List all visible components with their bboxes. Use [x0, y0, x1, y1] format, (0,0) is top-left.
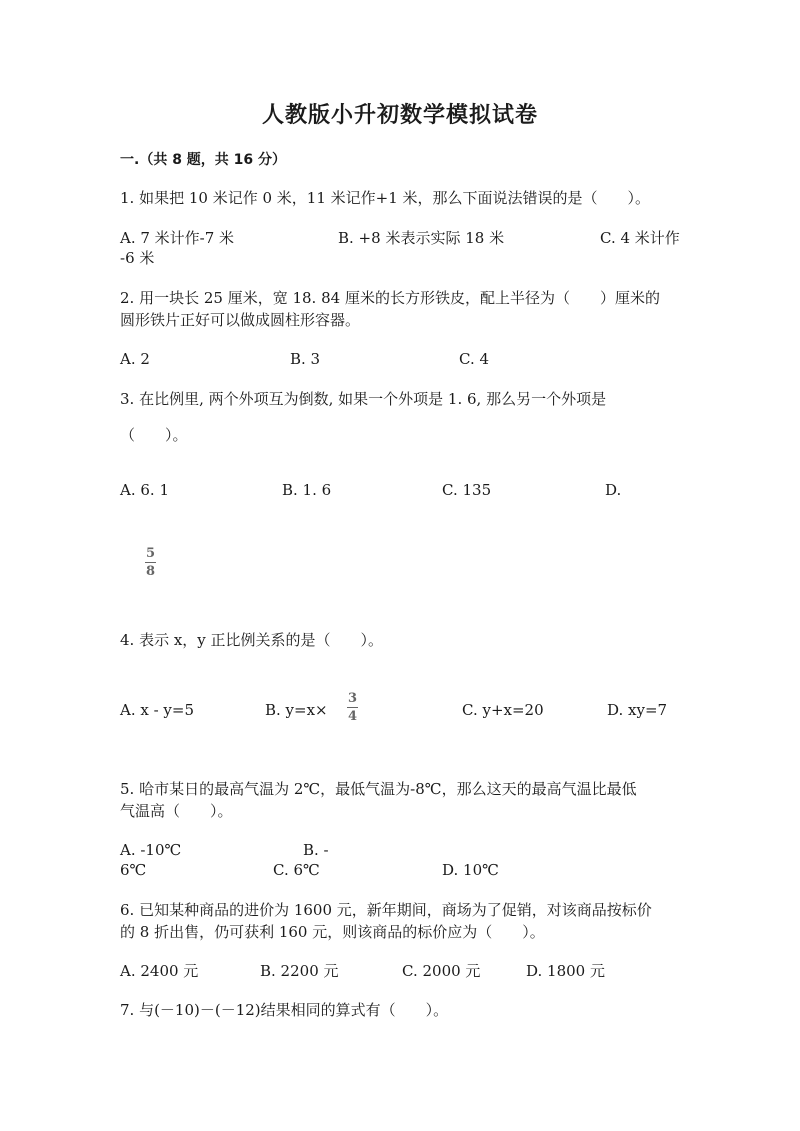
question-3-option-d-fraction	[145, 547, 156, 579]
question-3-stem-line1: 3. 在比例里, 两个外项互为倒数, 如果一个外项是 1. 6, 那么另一个外项是	[120, 390, 607, 408]
question-2-stem-line1: 2. 用一块长 25 厘米，宽 18. 84 厘米的长方形铁皮，配上半径为（ ）厘米的	[120, 289, 660, 307]
question-5-stem-line2: 气温高（ ）。	[120, 802, 233, 820]
fraction-bar	[145, 562, 156, 563]
fraction-numerator: 5	[145, 546, 156, 561]
question-3-option-a: A. 6. 1	[120, 481, 169, 499]
question-5-option-d: D. 10℃	[442, 861, 499, 879]
question-5-option-b-cont: 6℃	[120, 861, 147, 879]
question-1-option-c-cont: -6 米	[120, 249, 155, 267]
question-1-option-c: C. 4 米计作	[600, 229, 680, 247]
section-heading: 一.（共 8 题，共 16 分）	[120, 152, 287, 168]
question-5-option-b: B. -	[303, 841, 329, 859]
question-6-option-c: C. 2000 元	[402, 962, 481, 980]
fraction-numerator: 3	[347, 691, 358, 706]
question-6-option-d: D. 1800 元	[526, 962, 605, 980]
question-4-stem: 4. 表示 x，y 正比例关系的是（ ）。	[120, 631, 384, 649]
question-6-option-b: B. 2200 元	[260, 962, 339, 980]
question-3-option-d: D.	[605, 481, 622, 499]
question-5-option-c: C. 6℃	[273, 861, 320, 879]
fraction-denominator: 4	[347, 709, 358, 724]
page-title: 人教版小升初数学模拟试卷	[261, 102, 538, 128]
question-2-stem-line2: 圆形铁片正好可以做成圆柱形容器。	[120, 311, 361, 329]
question-5-stem-line1: 5. 哈市某日的最高气温为 2℃，最低气温为-8℃，那么这天的最高气温比最低	[120, 780, 637, 798]
question-6-option-a: A. 2400 元	[120, 962, 199, 980]
question-3-option-b: B. 1. 6	[282, 481, 332, 499]
question-3-option-c: C. 135	[442, 481, 492, 499]
question-2-option-a: A. 2	[120, 350, 150, 368]
fraction-denominator: 8	[145, 564, 156, 579]
question-6-stem-line1: 6. 已知某种商品的进价为 1600 元，新年期间，商场为了促销，对该商品按标价	[120, 901, 652, 919]
question-5-option-a: A. -10℃	[120, 841, 182, 859]
question-1-option-a: A. 7 米计作-7 米	[120, 229, 235, 247]
question-1-stem: 1. 如果把 10 米记作 0 米，11 米记作+1 米，那么下面说法错误的是（ ）。	[120, 189, 651, 207]
question-2-option-b: B. 3	[290, 350, 321, 368]
fraction-bar	[347, 707, 358, 708]
question-4-option-b: B. y=x×	[265, 701, 328, 719]
question-4-option-a: A. x - y=5	[120, 701, 195, 719]
question-6-stem-line2: 的 8 折出售，仍可获利 160 元，则该商品的标价应为（ ）。	[120, 923, 545, 941]
question-4-option-d: D. xy=7	[607, 701, 668, 719]
question-2-option-c: C. 4	[459, 350, 490, 368]
question-3-stem-line2: （ ）。	[120, 426, 188, 444]
question-4-option-b-fraction	[347, 692, 358, 724]
question-4-option-c: C. y+x=20	[462, 701, 544, 719]
question-1-option-b: B. +8 米表示实际 18 米	[338, 229, 505, 247]
question-7-stem: 7. 与(－10)－(－12)结果相同的算式有（ ）。	[120, 1001, 449, 1019]
